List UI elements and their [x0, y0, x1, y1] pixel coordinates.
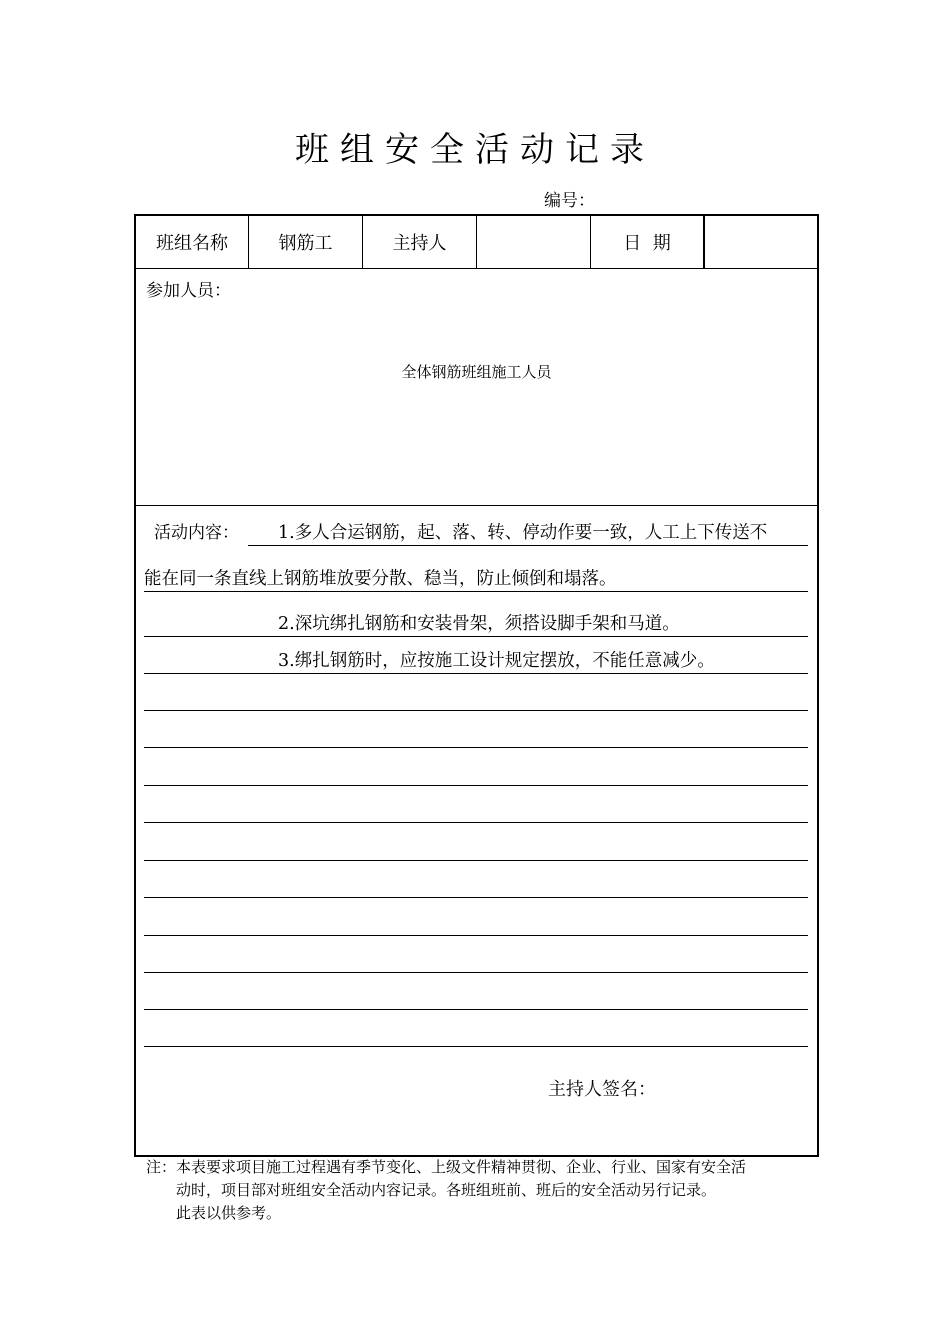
footnote [146, 1156, 826, 1225]
activity-line [144, 649, 808, 674]
host-label: 主持人 [363, 216, 477, 268]
activity-line [144, 985, 808, 1010]
team-name-value: 钢筋工 [249, 216, 363, 268]
activity-line [144, 723, 808, 748]
activity-label: 活动内容： [154, 523, 239, 543]
team-name-label: 班组名称 [136, 216, 249, 268]
footnote-line: 动时，项目部对班组安全活动内容记录。各班组班前、班后的安全活动另行记录。 [176, 1181, 717, 1199]
participants-label: 参加人员： [146, 281, 231, 301]
activity-line-text: 1.多人合运钢筋，起、落、转、停动作要一致，人工上下传送不 [278, 523, 768, 543]
activity-line [144, 873, 808, 898]
activity-line [144, 911, 808, 936]
activity-line [144, 798, 808, 823]
activity-line [144, 761, 808, 786]
footnote-line: 此表以供参考。 [176, 1204, 282, 1222]
footnote-line: 本表要求项目施工过程遇有季节变化、上级文件精神贯彻、企业、行业、国家有安全活 [176, 1158, 747, 1176]
activity-line-text: 能在同一条直线上钢筋堆放要分散、稳当，防止倾倒和塌落。 [144, 569, 617, 589]
record-form [134, 214, 819, 1157]
date-label: 日 期 [591, 216, 705, 268]
header-row [136, 216, 817, 269]
date-value [705, 216, 817, 268]
activity-line [144, 686, 808, 711]
footnote-lead: 注： [146, 1158, 177, 1176]
activity-line [144, 836, 808, 861]
activity-line [144, 612, 808, 637]
activity-line-text: 3.绑扎钢筋时，应按施工设计规定摆放，不能任意减少。 [278, 651, 715, 671]
participants-section [136, 269, 817, 506]
host-signature-label: 主持人签名： [548, 1079, 656, 1100]
activity-line [248, 521, 808, 546]
activity-line [144, 1022, 808, 1047]
serial-number-label: 编号： [544, 191, 595, 211]
activity-line [144, 567, 808, 592]
document-title: 班组安全活动记录 [295, 130, 655, 170]
activity-line-text: 2.深坑绑扎钢筋和安装骨架，须搭设脚手架和马道。 [278, 614, 680, 634]
activity-line [144, 948, 808, 973]
host-value [477, 216, 591, 268]
activity-section [136, 506, 817, 1155]
participants-value: 全体钢筋班组施工人员 [401, 363, 552, 381]
